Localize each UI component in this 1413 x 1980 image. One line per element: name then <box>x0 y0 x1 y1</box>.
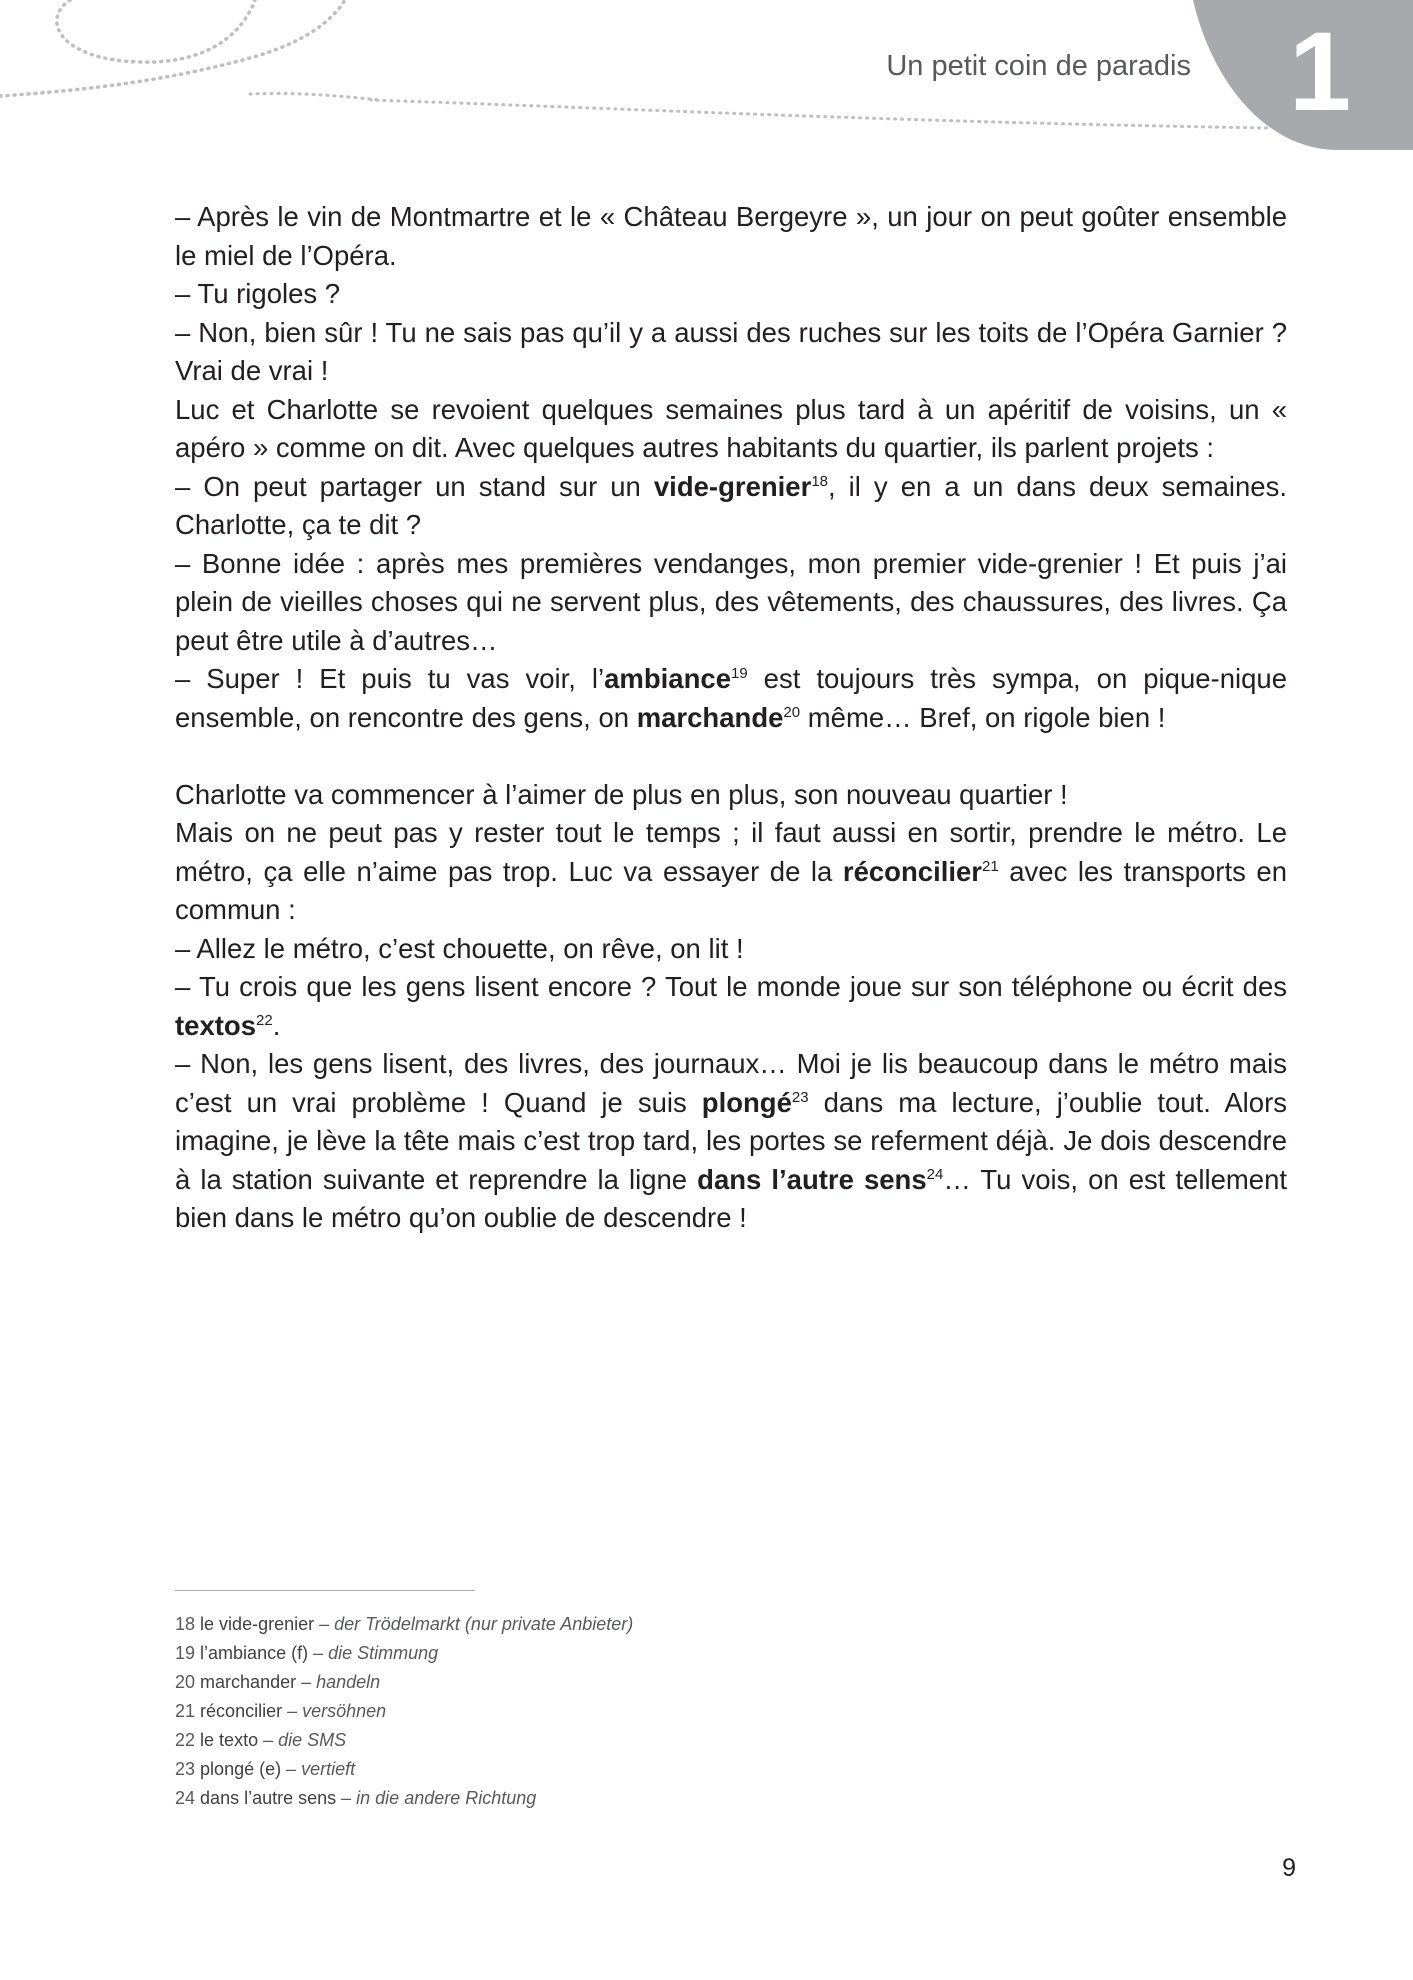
body-line <box>175 814 1287 930</box>
text-run: – Tu rigoles ? <box>175 278 341 309</box>
text-run: – Non, bien sûr ! Tu ne sais pas qu’il y a aussi des ruches sur les toits de l’Opéra Garnier ? Vrai de vrai ! <box>175 316 1287 386</box>
body-line <box>175 198 1287 275</box>
footnote-item <box>175 1755 633 1784</box>
footnote-translation: vertieft <box>301 1759 356 1779</box>
footnote-term: plongé (e) <box>200 1759 282 1779</box>
footnote-number: 18 <box>175 1614 196 1634</box>
dotted-swirl-ornament <box>0 0 380 110</box>
body-line <box>175 468 1287 545</box>
footnote-term: l’ambiance (f) <box>200 1643 309 1663</box>
body-line <box>175 391 1287 468</box>
text-run: – Bonne idée : après mes premières vendanges, mon premier vide-grenier ! Et puis j’ai plein de vieilles choses qui ne servent plus, des vêtements, des chaussures, des livres. Ça peut être utile à d’autres… <box>175 547 1287 656</box>
footnote-dash: – <box>296 1672 317 1692</box>
text-run: – Tu crois que les gens lisent encore ? Tout le monde joue sur son téléphone ou écrit des <box>175 971 1287 1002</box>
text-run: avec les transports en commun : <box>175 855 1287 925</box>
footnote-item <box>175 1610 633 1639</box>
text-run: – Super ! Et puis tu vas voir, l’ <box>175 663 605 694</box>
footnote-term: le texto <box>200 1730 259 1750</box>
text-run: – Après le vin de Montmartre et le « Château Bergeyre », un jour on peut goûter ensemble le miel de l’Opéra. <box>175 201 1287 271</box>
body-line <box>175 776 1287 815</box>
body-line <box>175 968 1287 1045</box>
footnote-translation: die SMS <box>278 1730 347 1750</box>
footnote-ref: 19 <box>731 664 748 682</box>
text-run: Mais on ne peut pas y rester tout le temps ; il faut aussi en sortir, prendre le métro. Le métro, ça elle n’aime pas trop. Luc va essayer de la <box>175 817 1287 887</box>
body-line <box>175 660 1287 737</box>
vocab-term: réconcilier <box>842 855 982 887</box>
footnote-dash: – <box>336 1788 357 1808</box>
vocab-term: vide-grenier <box>653 470 812 502</box>
page-number: 9 <box>1282 1854 1296 1882</box>
footnote-translation: versöhnen <box>302 1701 387 1721</box>
footnote-ref: 21 <box>982 857 999 875</box>
footnote-translation: die Stimmung <box>328 1643 439 1663</box>
footnote-number: 24 <box>175 1788 196 1808</box>
footnotes <box>175 1610 633 1813</box>
footnote-number: 21 <box>175 1701 196 1721</box>
body-line <box>175 314 1287 391</box>
text-run: même… Bref, on rigole bien ! <box>800 701 1166 733</box>
vocab-term: dans l’autre sens <box>697 1163 927 1195</box>
body-line <box>175 930 1287 969</box>
footnote-term: le vide-grenier <box>200 1614 315 1634</box>
footnote-ref: 24 <box>926 1165 944 1183</box>
vocab-term: ambiance <box>604 663 731 694</box>
dotted-rule-ornament <box>370 88 1270 138</box>
footnote-item <box>175 1784 633 1813</box>
text-run: . <box>272 1009 281 1041</box>
text-run: , il y en a un dans deux semaines. Charlotte, ça te dit ? <box>175 470 1287 540</box>
text-run: est toujours très sympa, on pique-nique ensemble, on rencontre des gens, on <box>175 663 1287 733</box>
body-line <box>175 275 1287 314</box>
footnote-item <box>175 1639 633 1668</box>
footnote-ref: 23 <box>791 1088 809 1106</box>
text-run: Luc et Charlotte se revoient quelques semaines plus tard à un apéritif de voisins, un « apéro » comme on dit. Avec quelques autres habitants du quartier, ils parlent projets : <box>175 393 1287 463</box>
body-text <box>175 198 1287 1238</box>
text-run: Charlotte va commencer à l’aimer de plus en plus, son nouveau quartier ! <box>175 778 1068 810</box>
footnote-dash: – <box>282 1701 303 1721</box>
text-run: – Non, les gens lisent, des livres, des journaux… Moi je lis beaucoup dans le métro mais c’est un vrai problème ! Quand je suis <box>175 1048 1287 1118</box>
vocab-term: marchande <box>636 701 784 733</box>
footnote-item <box>175 1726 633 1755</box>
footnote-translation: der Trödelmarkt (nur private Anbieter) <box>334 1614 634 1634</box>
footnote-item <box>175 1697 633 1726</box>
chapter-number: 1 <box>1288 9 1352 134</box>
footnote-number: 19 <box>175 1643 196 1663</box>
text-run: – On peut partager un stand sur un <box>175 470 654 502</box>
footnote-dash: – <box>308 1643 329 1663</box>
footnote-translation: handeln <box>316 1672 381 1692</box>
body-line <box>175 1045 1287 1238</box>
text-run: dans ma lecture, j’oublie tout. Alors imagine, je lève la tête mais c’est trop tard, les portes se referment déjà. Je dois descendre à la station suivante et reprendre la ligne <box>175 1086 1287 1195</box>
footnote-divider <box>175 1590 475 1591</box>
footnote-ref: 22 <box>256 1011 273 1029</box>
vocab-term: plongé <box>701 1086 792 1118</box>
text-run: – Allez le métro, c’est chouette, on rêve, on lit ! <box>175 932 744 964</box>
footnote-dash: – <box>314 1614 335 1634</box>
text-run: … Tu vois, on est tellement bien dans le métro qu’on oublie de descendre ! <box>175 1163 1288 1233</box>
footnote-translation: in die andere Richtung <box>356 1788 537 1808</box>
footnote-ref: 18 <box>811 472 828 490</box>
footnote-term: réconcilier <box>200 1701 283 1721</box>
footnote-term: dans l’autre sens <box>200 1788 337 1808</box>
body-line <box>175 545 1287 661</box>
footnote-ref: 20 <box>783 703 801 721</box>
running-title: Un petit coin de paradis <box>886 50 1191 82</box>
footnote-dash: – <box>258 1730 279 1750</box>
paragraph-gap <box>175 737 1287 776</box>
footnote-number: 22 <box>175 1730 196 1750</box>
footnote-term: marchander <box>200 1672 297 1692</box>
footnote-number: 20 <box>175 1672 196 1692</box>
footnote-item <box>175 1668 633 1697</box>
footnote-number: 23 <box>175 1759 196 1779</box>
vocab-term: textos <box>175 1009 256 1041</box>
footnote-dash: – <box>281 1759 302 1779</box>
